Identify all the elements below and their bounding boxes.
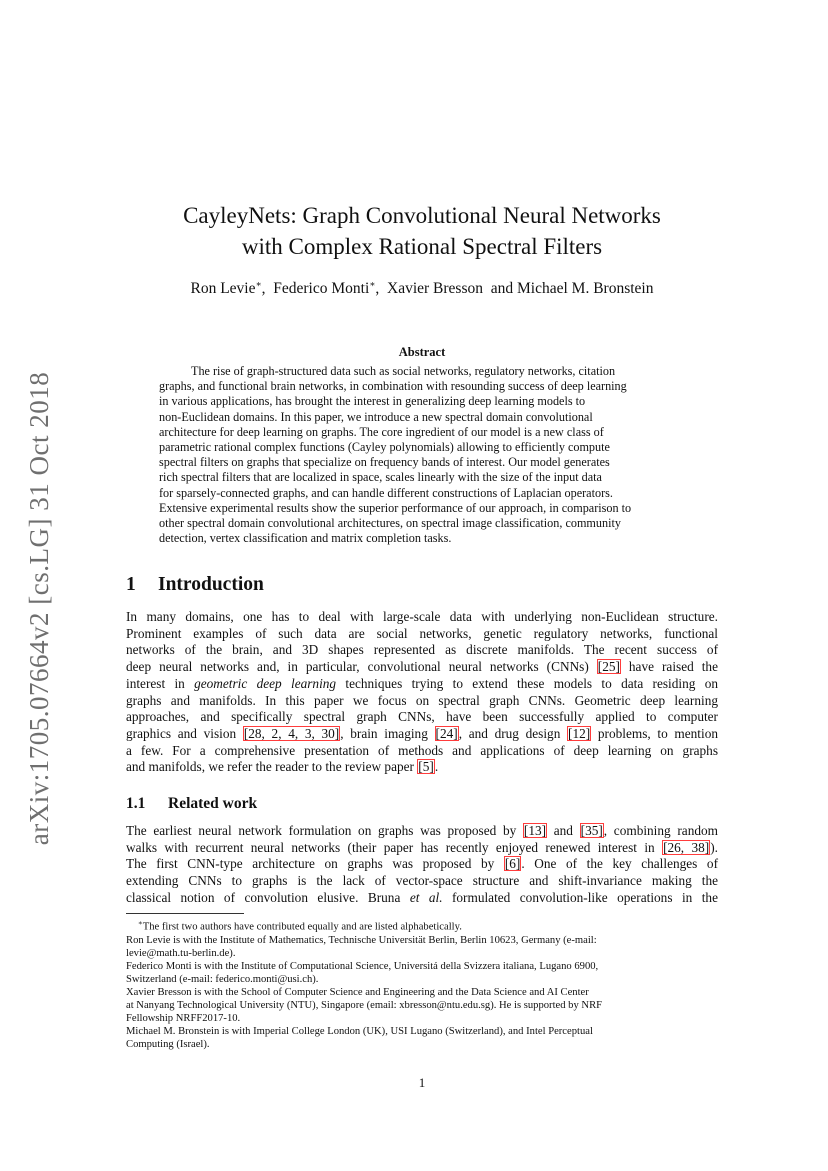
paper-title-line-1: CayleyNets: Graph Convolutional Neural Networks	[183, 203, 661, 228]
footnote-line: Fellowship NRFF2017-10.	[126, 1013, 241, 1025]
author-name: Michael M. Bronstein	[517, 280, 654, 298]
text-run: have raised the	[620, 659, 718, 675]
related-work-paragraph	[126, 823, 718, 907]
abstract-line: detection, vertex classification and matrix completion tasks.	[159, 531, 452, 546]
subsection-heading-related-work	[126, 795, 257, 813]
abstract-heading: Abstract	[398, 345, 446, 359]
abstract-line: in various applications, has brought the interest in generalizing deep learning models to	[159, 394, 586, 409]
citation-link[interactable]: [24]	[435, 725, 458, 741]
page-number: 1	[418, 1075, 426, 1090]
text-run: and	[547, 823, 580, 838]
text-run: The earliest neural network formulation on graphs was proposed by	[126, 823, 523, 838]
subsection-title: Related work	[168, 795, 258, 812]
paragraph-line	[126, 759, 718, 776]
paragraph-line	[126, 856, 718, 873]
text-run: problems, to mention	[591, 725, 718, 741]
footnote-line: Computing (Israel).	[126, 1039, 210, 1051]
abstract-line: spectral filters on graphs that specialize on frequency bands of interest. Our model generates	[159, 455, 610, 470]
abstract-line: The rise of graph-structured data such as social networks, regulatory networks, citation	[191, 364, 616, 378]
section-title: Introduction	[158, 574, 264, 595]
footnote-line: Xavier Bresson is with the School of Computer Science and Engineering and the Data Science and AI Center	[126, 987, 589, 998]
citation-link[interactable]: [6]	[504, 856, 521, 872]
footnote-line: levie@math.tu-berlin.de).	[126, 947, 236, 959]
citation-link[interactable]: [35]	[580, 823, 603, 838]
text-run: walks with recurrent neural networks (their paper has recently enjoyed renewed interest in	[126, 839, 663, 855]
text-run: , and drug design	[458, 725, 568, 741]
paragraph-line: graphs and manifolds. In this paper we focus on spectral graph CNNs. Geometric deep learning	[126, 692, 718, 708]
paragraph-line: approaches, and specifically spectral graph CNNs, have been successfully applied to computer	[126, 709, 718, 725]
footnote-line: Switzerland (e-mail: federico.monti@usi.ch).	[126, 973, 319, 985]
footnotes	[126, 917, 718, 1051]
author-conjunction: and	[490, 280, 514, 298]
author-name: Federico Monti	[273, 280, 370, 298]
text-run: The first two authors have contributed equally and are listed alphabetically.	[142, 921, 462, 933]
text-run: The first CNN-type architecture on graphs was proposed by	[126, 856, 504, 872]
paragraph-line: In many domains, one has to deal with large-scale data with underlying non-Euclidean structure.	[126, 609, 718, 624]
section-number: 1	[126, 574, 136, 595]
arxiv-identifier-text: arXiv:1705.07664v2 [cs.LG] 31 Oct 2018	[24, 371, 55, 845]
text-run: and manifolds, we refer the reader to the review paper	[126, 759, 418, 775]
text-run: formulated convolution-like operations in the	[442, 889, 718, 905]
author-list: Ron Levie∗, Federico Monti∗, Xavier Bresson and Michael M. Bronstein	[190, 279, 654, 298]
section-heading-introduction	[126, 574, 264, 596]
citation-link[interactable]: [12]	[568, 725, 591, 741]
author-footnote-mark: ∗	[369, 279, 376, 289]
text-run: interest in	[126, 675, 195, 691]
text-run: , brain imaging	[340, 725, 435, 741]
author-name: Xavier Bresson	[387, 280, 483, 298]
subsection-number: 1.1	[126, 795, 146, 812]
paper-title	[126, 200, 718, 262]
abstract-line: Extensive experimental results show the superior performance of our approach, in comparison to	[159, 500, 632, 515]
footnote-line	[126, 917, 718, 934]
abstract-line: non-Euclidean domains. In this paper, we introduce a new spectral domain convolutional	[159, 409, 593, 424]
abstract-body	[159, 364, 684, 546]
arxiv-identifier-stamp	[20, 368, 60, 848]
citation-link[interactable]: [25]	[597, 659, 620, 675]
paragraph-line	[126, 823, 718, 840]
abstract-line: other spectral domain convolutional architectures, on spectral image classification, community	[159, 516, 621, 531]
footnote-line: Federico Monti is with the Institute of Computational Science, Universitá della Svizzera italiana, Lugano 6900,	[126, 960, 599, 972]
emphasized-term: et al.	[409, 889, 443, 905]
paragraph-line	[126, 840, 718, 857]
citation-link[interactable]: [28, 2, 4, 3, 30]	[243, 725, 340, 741]
paragraph-line: networks of the brain, and 3D shapes represented as discrete manifolds. The recent success of	[126, 642, 718, 658]
introduction-paragraph	[126, 609, 718, 776]
footnote-line: Ron Levie is with the Institute of Mathematics, Technische Universität Berlin, Berlin 10623, Germany (e-mail:	[126, 934, 597, 946]
text-run: , combining random	[603, 823, 718, 838]
citation-link[interactable]: [13]	[523, 823, 547, 838]
emphasized-term: geometric deep learning	[194, 675, 337, 691]
paper-title-line-2: with Complex Rational Spectral Filters	[241, 234, 603, 259]
paragraph-line: extending CNNs to graphs is the lack of vector-space structure and shift-invariance making the	[126, 873, 718, 889]
citation-link[interactable]: [26, 38]	[663, 839, 710, 855]
paragraph-line	[126, 726, 718, 743]
abstract-line: parametric rational complex functions (Cayley polynomials) allowing to efficiently compute	[159, 440, 610, 455]
paragraph-line: Prominent examples of such data are social networks, genetic regulatory networks, functional	[126, 625, 718, 641]
paragraph-line	[126, 890, 718, 907]
paragraph-line	[126, 659, 718, 676]
text-run: deep neural networks and, in particular, convolutional neural networks (CNNs)	[126, 659, 597, 675]
text-run: graphics and vision	[126, 725, 243, 741]
footnote-divider	[126, 913, 244, 914]
footnote-mark: ∗	[138, 919, 143, 927]
abstract-line: architecture for deep learning on graphs. The core ingredient of our model is a new class of	[159, 424, 604, 439]
text-run: .	[434, 759, 439, 775]
abstract-line: rich spectral filters that are localized in space, scales linearly with the size of the input data	[159, 470, 602, 485]
text-run: ).	[710, 839, 718, 855]
footnote-line: Michael M. Bronstein is with Imperial College London (UK), USI Lugano (Switzerland), and Intel Perceptual	[126, 1026, 593, 1038]
author-name: Ron Levie	[190, 280, 256, 298]
citation-link[interactable]: [5]	[418, 759, 434, 775]
text-run: . One of the key challenges of	[521, 856, 718, 872]
text-run: classical notion of convolution elusive. Bruna	[126, 889, 410, 905]
abstract-line: for sparsely-connected graphs, and can handle different constructions of Laplacian operators.	[159, 485, 613, 500]
text-run: techniques trying to extend these models to data residing on	[336, 675, 718, 691]
paragraph-line: a few. For a comprehensive presentation of methods and applications of deep learning on graphs	[126, 742, 718, 758]
footnote-line: at Nanyang Technological University (NTU), Singapore (email: xbresson@ntu.edu.sg). He is supported by NRF	[126, 1000, 603, 1012]
abstract-line: graphs, and functional brain networks, in combination with resounding success of deep learning	[159, 379, 627, 394]
paragraph-line	[126, 676, 718, 693]
author-footnote-mark: ∗	[255, 279, 262, 289]
